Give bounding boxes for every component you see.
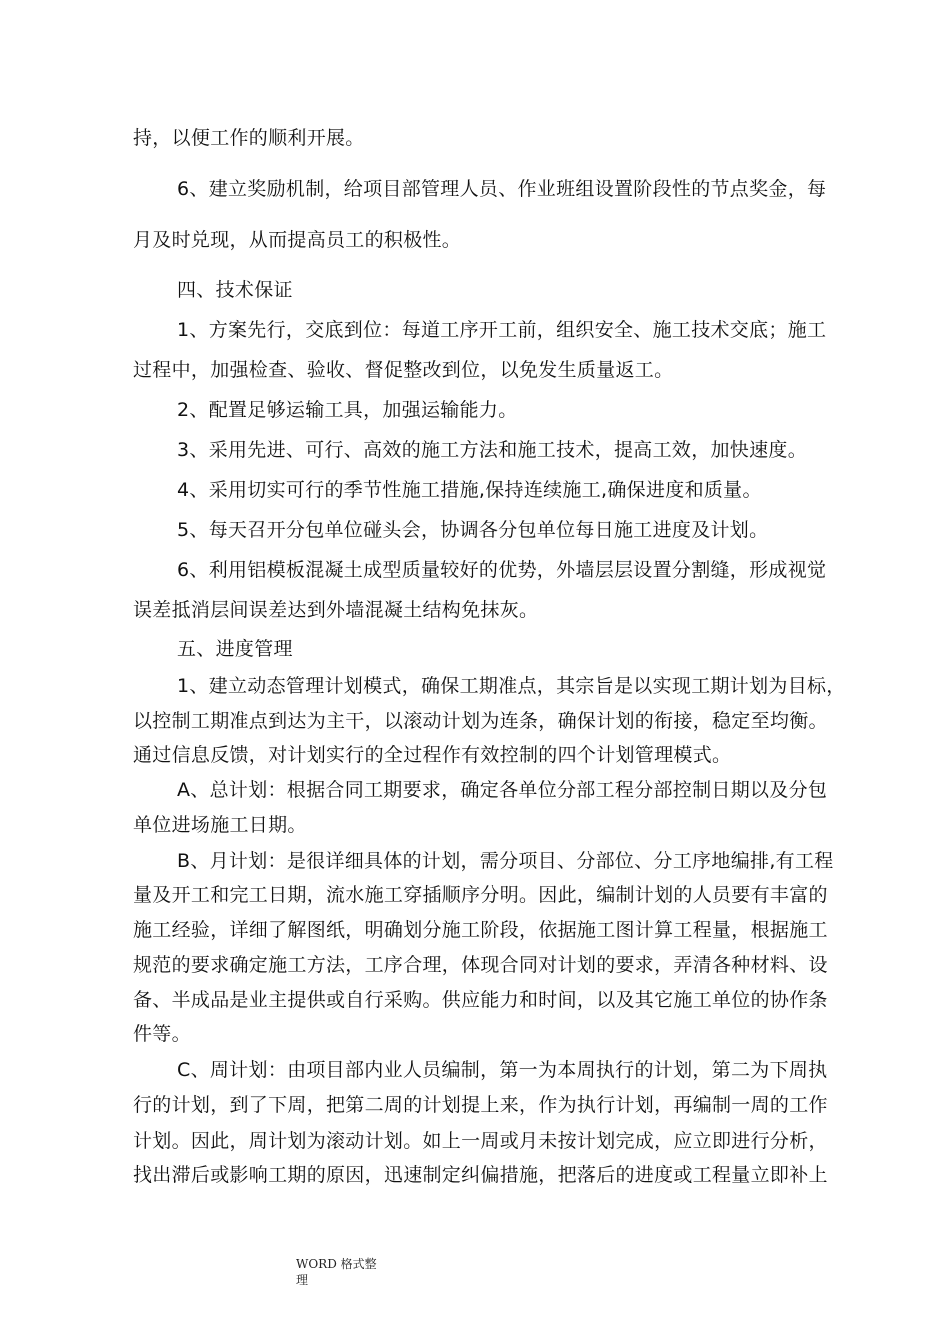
paragraph-line: 5、每天召开分包单位碰头会，协调各分包单位每日施工进度及计划。: [177, 519, 769, 541]
footer-text-line-1: WORD 格式整: [296, 1257, 377, 1271]
paragraph-line: 持，以便工作的顺利开展。: [133, 127, 365, 149]
paragraph-line: 找出滞后或影响工期的原因，迅速制定纠偏措施，把落后的进度或工程量立即补上: [133, 1164, 828, 1186]
paragraph-line: 件等。: [133, 1023, 191, 1045]
paragraph-line: 规范的要求确定施工方法，工序合理，体现合同对计划的要求，弄清各种材料、设: [133, 954, 828, 976]
paragraph-line: 过程中，加强检查、验收、督促整改到位，以免发生质量返工。: [133, 359, 674, 381]
paragraph-line: 单位进场施工日期。: [133, 814, 307, 836]
paragraph-line: 1、建立动态管理计划模式，确保工期准点，其宗旨是以实现工期计划为目标，: [177, 675, 846, 697]
paragraph-line: 6、建立奖励机制，给项目部管理人员、作业班组设置阶段性的节点奖金，每: [177, 178, 827, 200]
paragraph-line: B、月计划：是很详细具体的计划，需分项目、分部位、分工序地编排,有工程: [177, 850, 834, 872]
paragraph-line: 以控制工期准点到达为主干，以滚动计划为连条，确保计划的衔接，稳定至均衡。: [133, 710, 828, 732]
paragraph-line: 通过信息反馈，对计划实行的全过程作有效控制的四个计划管理模式。: [133, 744, 732, 766]
paragraph-line: A、总计划：根据合同工期要求，确定各单位分部工程分部控制日期以及分包: [177, 779, 828, 801]
paragraph-line: 施工经验，详细了解图纸，明确划分施工阶段，依据施工图计算工程量，根据施工: [133, 919, 828, 941]
paragraph-line: 行的计划，到了下周，把第二周的计划提上来，作为执行计划，再编制一周的工作: [133, 1094, 828, 1116]
paragraph-line: 1、方案先行，交底到位：每道工序开工前，组织安全、施工技术交底；施工: [177, 319, 827, 341]
paragraph-line: 2、配置足够运输工具，加强运输能力。: [177, 399, 518, 421]
paragraph-line: 6、利用铝模板混凝土成型质量较好的优势，外墙层层设置分割缝，形成视觉: [177, 559, 827, 581]
paragraph-line: 误差抵消层间误差达到外墙混凝土结构免抹灰。: [133, 599, 539, 621]
paragraph-line: 备、半成品是业主提供或自行采购。供应能力和时间，以及其它施工单位的协作条: [133, 989, 828, 1011]
paragraph-line: 月及时兑现，从而提高员工的积极性。: [133, 229, 462, 251]
section-heading: 四、技术保证: [177, 279, 293, 301]
paragraph-line: 4、采用切实可行的季节性施工措施,保持连续施工,确保进度和质量。: [177, 479, 762, 501]
paragraph-line: 计划。因此，周计划为滚动计划。如上一周或月未按计划完成，应立即进行分析，: [133, 1130, 828, 1152]
paragraph-line: 3、采用先进、可行、高效的施工方法和施工技术，提高工效，加快速度。: [177, 439, 807, 461]
paragraph-line: 量及开工和完工日期，流水施工穿插顺序分明。因此，编制计划的人员要有丰富的: [133, 884, 828, 906]
footer-text-line-2: 理: [296, 1273, 309, 1287]
paragraph-line: C、周计划：由项目部内业人员编制，第一为本周执行的计划，第二为下周执: [177, 1059, 828, 1081]
section-heading: 五、进度管理: [177, 638, 293, 660]
